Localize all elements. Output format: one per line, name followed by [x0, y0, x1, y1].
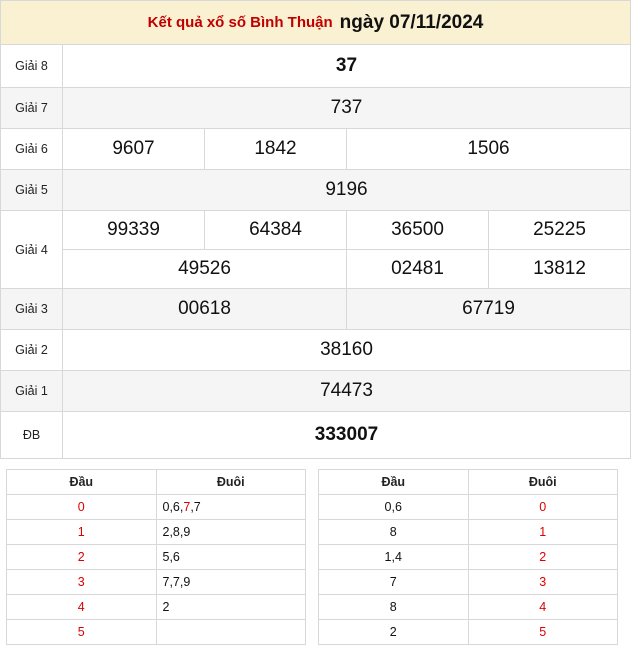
summary-right-tail-5: 5 [468, 620, 618, 645]
summary-left-head-5: 5 [7, 620, 157, 645]
prize-label-g2: Giải 2 [1, 330, 63, 371]
summary-left-head-1: 1 [7, 520, 157, 545]
table-row [7, 620, 306, 645]
prize-label-g1: Giải 1 [1, 371, 63, 412]
summary-left-header-row [7, 470, 306, 495]
prize-row-g4-first [1, 211, 631, 250]
prize-label-g6: Giải 6 [1, 129, 63, 170]
prize-label-g4: Giải 4 [1, 211, 63, 289]
prize-row-g6 [1, 129, 631, 170]
summary-right-head-3: 7 [319, 570, 469, 595]
prize-value-g4-7: 13812 [489, 250, 631, 289]
prize-value-g4-4: 25225 [489, 211, 631, 250]
summary-left-tail-0 [156, 495, 306, 520]
prize-label-g8: Giải 8 [1, 45, 63, 88]
table-row [319, 620, 618, 645]
prize-value-g2: 38160 [63, 330, 631, 371]
prize-value-g4-6: 02481 [347, 250, 489, 289]
prize-value-g4-3: 36500 [347, 211, 489, 250]
prize-value-g3-2: 67719 [347, 289, 631, 330]
page-header [0, 0, 631, 44]
summary-table-tail-first [318, 469, 618, 645]
prize-row-g8 [1, 45, 631, 88]
summary-left-head-0: 0 [7, 495, 157, 520]
summary-left-head-4: 4 [7, 595, 157, 620]
summary-section [0, 469, 631, 645]
prize-label-db: ĐB [1, 412, 63, 459]
summary-right-col-tail: Đuôi [468, 470, 618, 495]
prize-value-g6-2: 1842 [205, 129, 347, 170]
tail-suffix: ,7 [190, 500, 201, 514]
summary-right-head-2: 1,4 [319, 545, 469, 570]
summary-left-col-tail: Đuôi [156, 470, 306, 495]
results-table [0, 44, 631, 459]
summary-right-head-0: 0,6 [319, 495, 469, 520]
summary-right-tail-1: 1 [468, 520, 618, 545]
prize-row-g2 [1, 330, 631, 371]
table-row [319, 520, 618, 545]
prize-value-g5: 9196 [63, 170, 631, 211]
prize-value-g3-1: 00618 [63, 289, 347, 330]
summary-left-tail-3: 7,7,9 [156, 570, 306, 595]
table-row [7, 520, 306, 545]
tail-highlight: 7 [183, 500, 191, 514]
summary-left-tail-1: 2,8,9 [156, 520, 306, 545]
prize-value-db: 333007 [63, 412, 631, 459]
summary-left-tail-4: 2 [156, 595, 306, 620]
prize-value-g4-2: 64384 [205, 211, 347, 250]
prize-label-g5: Giải 5 [1, 170, 63, 211]
table-row [7, 595, 306, 620]
prize-value-g1: 74473 [63, 371, 631, 412]
table-row [319, 595, 618, 620]
prize-value-g6-1: 9607 [63, 129, 205, 170]
summary-right-tail-3: 3 [468, 570, 618, 595]
table-row [319, 495, 618, 520]
summary-right-tail-4: 4 [468, 595, 618, 620]
summary-left-tail-2: 5,6 [156, 545, 306, 570]
prize-value-g8: 37 [63, 45, 631, 88]
prize-value-g7: 737 [63, 88, 631, 129]
tail-prefix: 0,6, [162, 500, 184, 514]
table-row [319, 545, 618, 570]
summary-right-head-5: 2 [319, 620, 469, 645]
prize-value-g6-3: 1506 [347, 129, 631, 170]
prize-label-g3: Giải 3 [1, 289, 63, 330]
summary-left-col-head: Đầu [7, 470, 157, 495]
prize-row-g1 [1, 371, 631, 412]
prize-value-g4-1: 99339 [63, 211, 205, 250]
table-row [7, 570, 306, 595]
prize-row-g3 [1, 289, 631, 330]
result-date: ngày 07/11/2024 [339, 11, 484, 33]
summary-table-head-first [6, 469, 306, 645]
summary-right-tail-2: 2 [468, 545, 618, 570]
summary-right-head-4: 8 [319, 595, 469, 620]
table-row [7, 495, 306, 520]
summary-left-head-2: 2 [7, 545, 157, 570]
prize-row-g5 [1, 170, 631, 211]
summary-right-header-row [319, 470, 618, 495]
table-row [7, 545, 306, 570]
prize-value-g4-5: 49526 [63, 250, 347, 289]
prize-label-g7: Giải 7 [1, 88, 63, 129]
summary-left-head-3: 3 [7, 570, 157, 595]
summary-right-head-1: 8 [319, 520, 469, 545]
summary-right-col-head: Đầu [319, 470, 469, 495]
table-row [319, 570, 618, 595]
summary-left-tail-5 [156, 620, 306, 645]
summary-right-tail-0: 0 [468, 495, 618, 520]
page-title: Kết quả xổ số Bình Thuận [147, 14, 333, 31]
prize-row-g7 [1, 88, 631, 129]
prize-row-db [1, 412, 631, 459]
prize-row-g4-second [1, 250, 631, 289]
